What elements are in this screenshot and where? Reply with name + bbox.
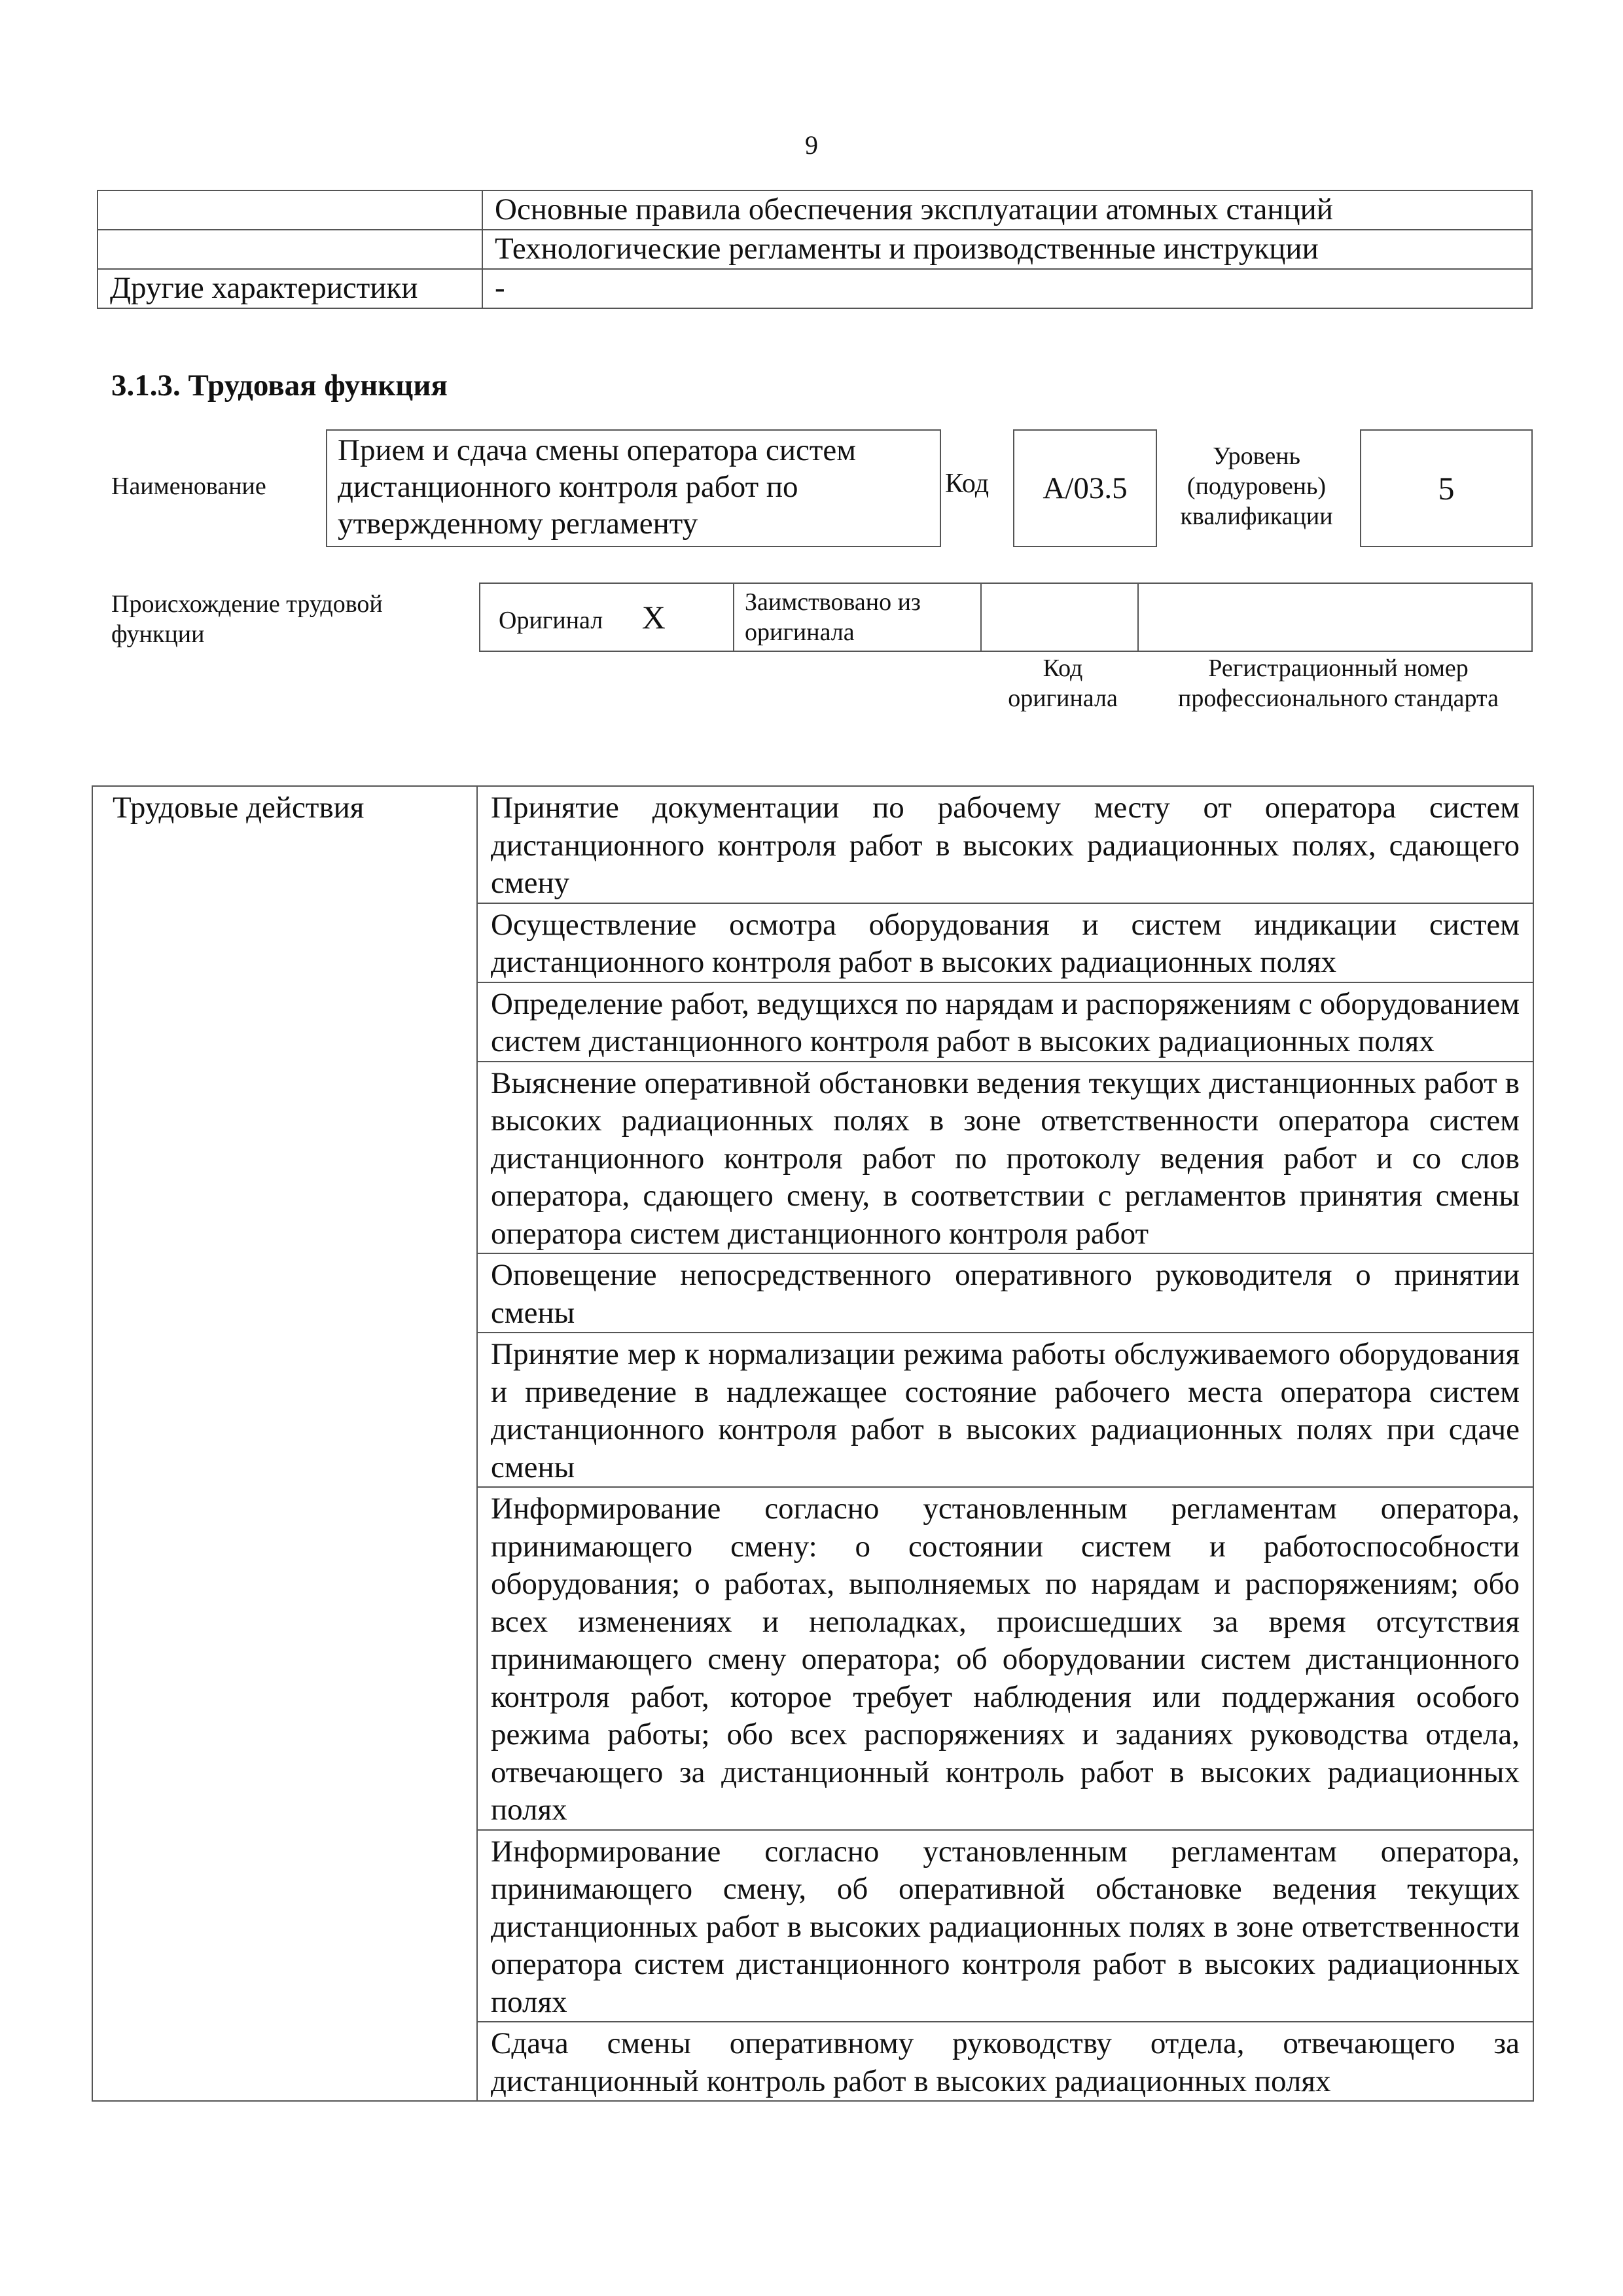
labor-action-item: Оповещение непосредственного оперативного руководителя о принятии смены xyxy=(477,1253,1533,1333)
page-number: 9 xyxy=(805,130,818,160)
code-value: А/03.5 xyxy=(1043,471,1128,505)
labor-action-item: Принятие мер к нормализации режима работы обслуживаемого оборудования и приведение в надлежащее состояние рабочего места оператора систем дистанционного контроля работ в высоких радиационных полях при сдаче смены xyxy=(477,1333,1533,1487)
name-value-box xyxy=(326,429,941,547)
other-characteristics-value: - xyxy=(482,269,1532,308)
labor-action-item: Информирование согласно установленным регламентам оператора, принимающего смену: о состоянии систем и работоспособности оборудования; о работах, выполняемых по нарядам и распоряжениям; обо всех изменениях и неполадках, происшедших за время отсутствия принимающего смену оператора; об оборудовании систем дистанционного контроля работ, которое требует наблюдения или поддержания особого режима работы; обо всех распоряжениях и заданиях руководства отдела, отвечающего за дистанционный контроль работ в высоких радиационных полях xyxy=(477,1487,1533,1830)
table-row xyxy=(92,786,1533,903)
characteristics-label-cell xyxy=(98,230,482,269)
caption-line: профессионального стандарта xyxy=(1178,685,1499,712)
labor-action-item: Осуществление осмотра оборудования и систем индикации систем дистанционного контроля работ в высоких радиационных полях xyxy=(477,903,1533,982)
table-row xyxy=(480,583,1532,651)
labor-action-item: Принятие документации по рабочему месту от оператора систем дистанционного контроля работ в высоких радиационных полях, сдающего смену xyxy=(477,786,1533,903)
original-mark: Х xyxy=(641,599,666,636)
reg-number-caption xyxy=(1144,653,1533,713)
labor-action-item: Информирование согласно установленным регламентам оператора, принимающего смену, об оперативной обстановке ведения текущих дистанционных работ в высоких радиационных полях в зоне ответственности оператора систем дистанционного контроля работ в высоких радиационных полях xyxy=(477,1830,1533,2022)
original-cell xyxy=(480,583,734,651)
reg-number-cell xyxy=(1138,583,1532,651)
code-label: Код xyxy=(945,469,990,499)
caption-line: Код xyxy=(1043,655,1083,682)
table-row xyxy=(98,190,1532,230)
qualification-level-label xyxy=(1157,441,1356,531)
code-original-cell xyxy=(981,583,1138,651)
caption-line: оригинала xyxy=(1008,685,1118,712)
name-label: Наименование xyxy=(111,473,266,500)
characteristics-table xyxy=(97,190,1533,309)
level-label-line: Уровень xyxy=(1213,442,1300,470)
level-label-line: (подуровень) xyxy=(1186,473,1327,500)
characteristics-value-cell: Основные правила обеспечения эксплуатации атомных станций xyxy=(482,190,1532,230)
borrowed-label: Заимствовано из оригинала xyxy=(734,583,981,651)
labor-action-item: Сдача смены оперативному руководству отдела, отвечающего за дистанционный контроль работ в высоких радиационных полях xyxy=(477,2022,1533,2101)
characteristics-label-cell xyxy=(98,190,482,230)
level-label-line: квалификации xyxy=(1180,503,1333,530)
labor-action-item: Определение работ, ведущихся по нарядам и распоряжениям с оборудованием систем дистанционного контроля работ в высоких радиационных полях xyxy=(477,982,1533,1062)
name-value: Прием и сдача смены оператора систем дистанционного контроля работ по утвержденному регламенту xyxy=(338,433,857,541)
code-original-caption xyxy=(982,653,1144,713)
caption-line: Регистрационный номер xyxy=(1208,655,1469,682)
characteristics-value-cell: Технологические регламенты и производственные инструкции xyxy=(482,230,1532,269)
labor-actions-label: Трудовые действия xyxy=(92,786,477,2101)
labor-action-item: Выяснение оперативной обстановки ведения текущих дистанционных работ в высоких радиационных полях в зоне ответственности оператора систем дистанционного контроля работ по протоколу ведения работ и со слов оператора, сдающего смену, в соответствии с регламентов принятия смены оператора систем дистанционного контроля работ xyxy=(477,1062,1533,1254)
table-row xyxy=(98,269,1532,308)
labor-actions-table xyxy=(92,785,1534,2102)
table-row xyxy=(98,230,1532,269)
qualification-level-box xyxy=(1360,429,1533,547)
section-heading: 3.1.3. Трудовая функция xyxy=(111,368,448,403)
origin-table xyxy=(479,583,1533,652)
code-value-box xyxy=(1013,429,1157,547)
origin-label: Происхождение трудовой функции xyxy=(111,590,383,648)
original-label: Оригинал xyxy=(499,607,603,634)
qualification-level-value: 5 xyxy=(1438,470,1455,507)
other-characteristics-label: Другие характеристики xyxy=(98,269,482,308)
